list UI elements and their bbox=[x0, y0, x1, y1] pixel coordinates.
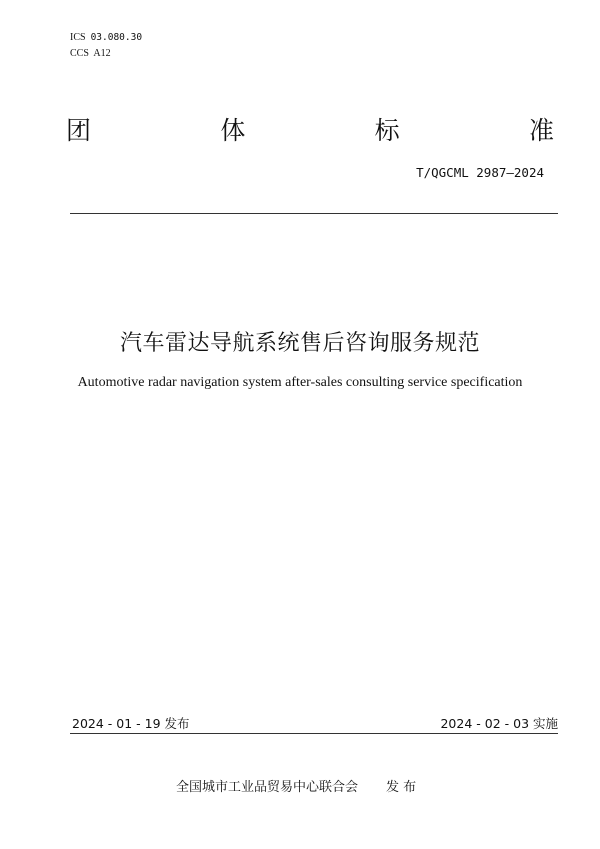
ccs-code: A12 bbox=[93, 48, 111, 59]
standard-type-char: 体 bbox=[220, 116, 246, 145]
standard-type-char: 准 bbox=[528, 116, 554, 145]
top-divider bbox=[70, 213, 558, 214]
ics-code: 03.080.30 bbox=[90, 32, 143, 43]
standard-type-char: 团 bbox=[66, 116, 92, 145]
publisher-line bbox=[176, 776, 416, 795]
ics-line bbox=[70, 30, 142, 46]
ccs-label: CCS bbox=[70, 48, 89, 59]
publisher-name: 全国城市工业品贸易中心联合会 bbox=[176, 780, 359, 795]
document-title-en: Automotive radar navigation system after-sales consulting service specification bbox=[77, 375, 523, 390]
publish-action: 发 布 bbox=[386, 780, 417, 795]
issue-date: 2024 - 01 - 19 发布 bbox=[72, 716, 190, 731]
standard-type-heading bbox=[66, 112, 554, 150]
ics-label: ICS bbox=[70, 32, 86, 43]
standard-type-char: 标 bbox=[374, 116, 400, 145]
document-title-cn: 汽车雷达导航系统售后咨询服务规范 bbox=[119, 331, 480, 356]
ccs-line bbox=[70, 46, 142, 62]
implementation-date: 2024 - 02 - 03 实施 bbox=[440, 716, 558, 731]
classification-block bbox=[70, 30, 142, 62]
standard-number: T/QGCML 2987—2024 bbox=[416, 165, 544, 180]
bottom-divider bbox=[70, 733, 558, 734]
